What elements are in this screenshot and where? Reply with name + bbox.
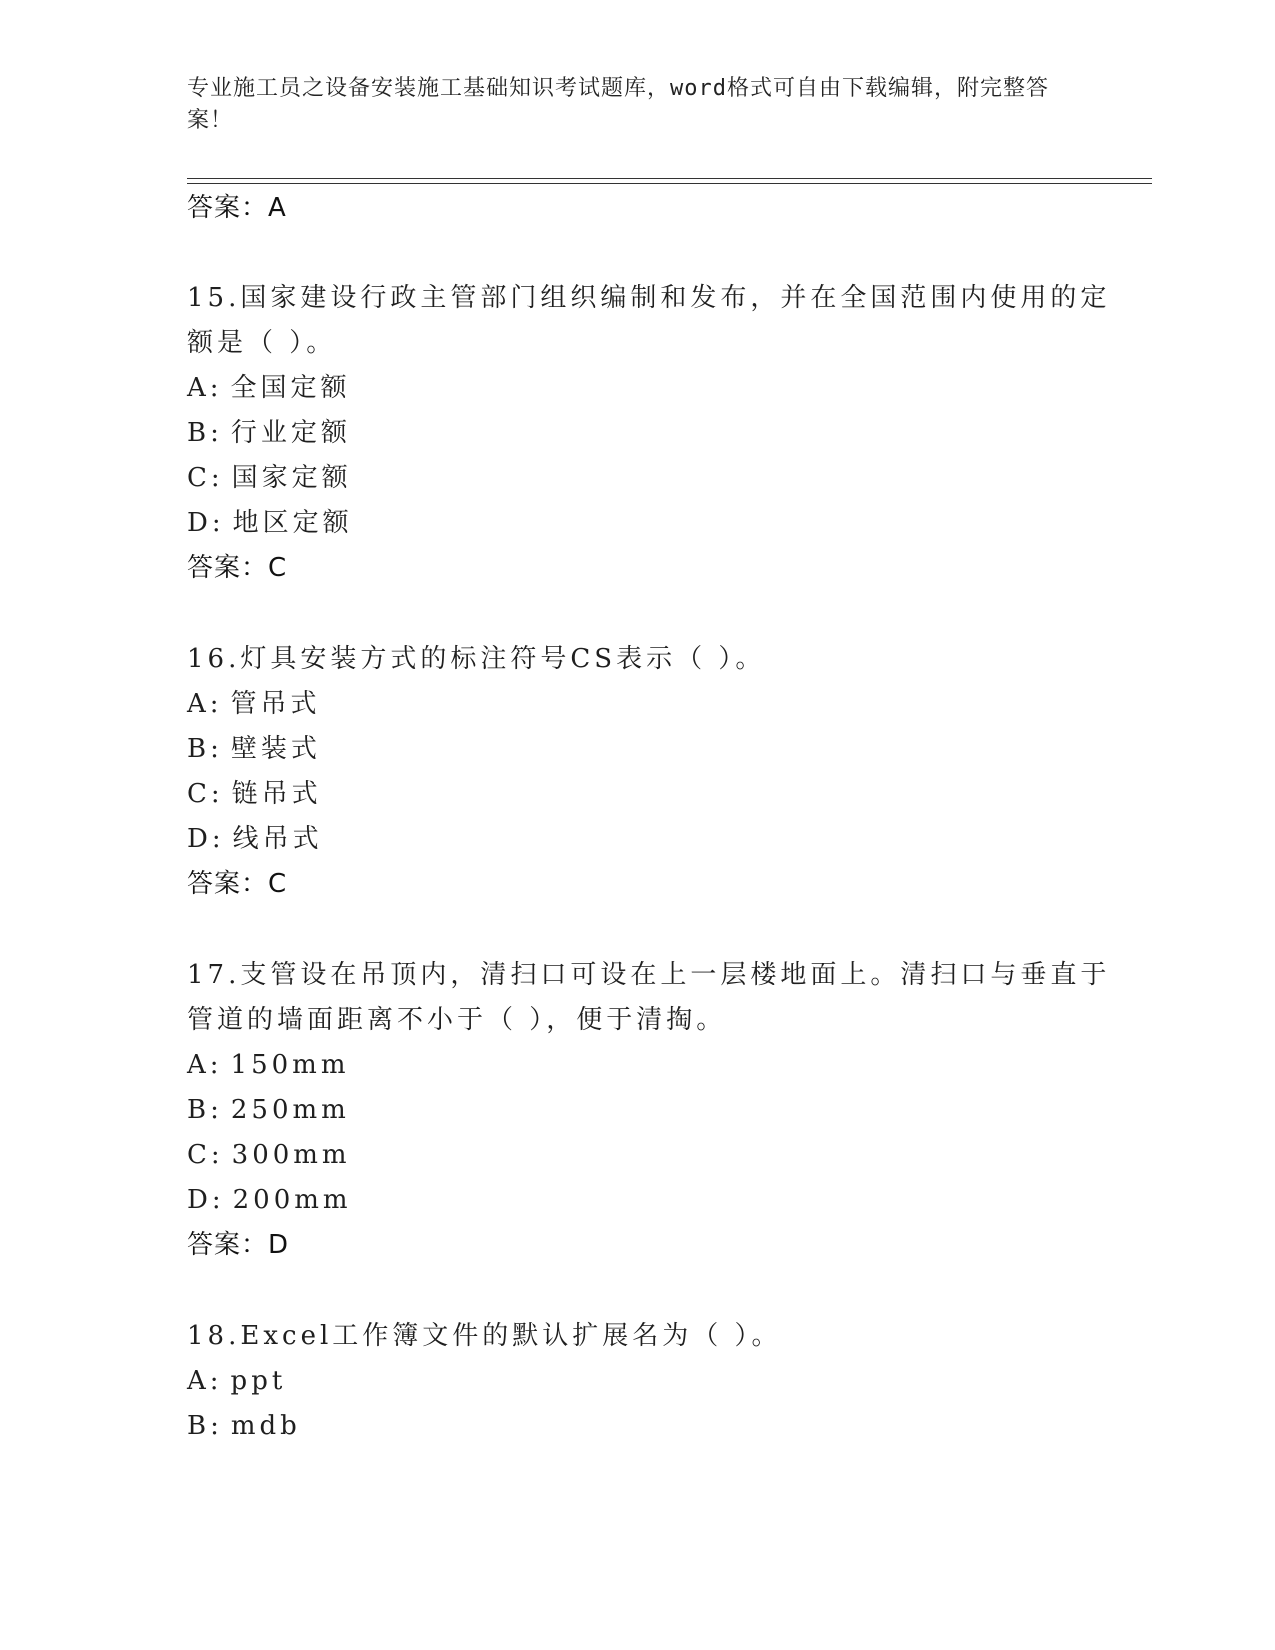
option-text: 200mm	[232, 1185, 352, 1215]
document-header: 专业施工员之设备安装施工基础知识考试题库，word格式可自由下载编辑，附完整答案！	[187, 76, 1049, 133]
option-letter: D:	[187, 508, 225, 538]
option-d	[187, 1184, 352, 1216]
option-letter: C:	[187, 779, 224, 809]
question-stem-continued: 管道的墙面距离不小于（ ），便于清掏。	[187, 1005, 727, 1035]
option-text: 管吊式	[230, 689, 321, 719]
option-letter: C:	[187, 463, 224, 493]
option-a	[187, 372, 351, 404]
option-b	[187, 417, 351, 449]
question-stem	[187, 1320, 782, 1352]
option-letter: A:	[187, 689, 223, 719]
option-letter: A:	[187, 1366, 223, 1396]
option-text: ppt	[230, 1366, 287, 1396]
question-number: 15.	[187, 283, 241, 313]
option-letter: B:	[187, 418, 223, 448]
question-number: 17.	[187, 960, 241, 990]
question-number: 16.	[187, 644, 241, 674]
option-letter: B:	[187, 734, 223, 764]
option-letter: D:	[187, 824, 225, 854]
option-a	[187, 688, 321, 720]
answer-label: 答案：C	[187, 553, 288, 583]
option-text: 国家定额	[231, 463, 352, 493]
option-c	[187, 462, 352, 494]
option-d	[187, 823, 323, 855]
question-number: 18.	[187, 1321, 241, 1351]
header-rule-bottom	[187, 183, 1152, 184]
question-stem	[187, 643, 765, 675]
question-stem	[187, 959, 1110, 991]
option-d	[187, 507, 353, 539]
option-text: mdb	[230, 1411, 301, 1441]
question-stem	[187, 282, 1110, 314]
option-a	[187, 1049, 349, 1081]
header-rule-top	[187, 178, 1152, 179]
question-text: 国家建设行政主管部门组织编制和发布，并在全国范围内使用的定	[240, 283, 1111, 313]
question-text: 支管设在吊顶内，清扫口可设在上一层楼地面上。清扫口与垂直于	[240, 960, 1111, 990]
option-letter: B:	[187, 1411, 223, 1441]
option-text: 全国定额	[230, 373, 351, 403]
option-b	[187, 1410, 301, 1442]
option-text: 壁装式	[230, 734, 321, 764]
option-a	[187, 1365, 286, 1397]
option-text: 250mm	[230, 1095, 350, 1125]
option-text: 链吊式	[231, 779, 322, 809]
option-letter: A:	[187, 1050, 223, 1080]
option-text: 行业定额	[230, 418, 351, 448]
option-b	[187, 1094, 350, 1126]
answer-label: 答案：C	[187, 869, 288, 899]
option-text: 地区定额	[232, 508, 353, 538]
option-letter: B:	[187, 1095, 223, 1125]
previous-answer: 答案：A	[187, 193, 287, 223]
option-letter: C:	[187, 1140, 224, 1170]
option-text: 150mm	[230, 1050, 350, 1080]
option-text: 线吊式	[232, 824, 323, 854]
option-b	[187, 733, 321, 765]
option-letter: D:	[187, 1185, 225, 1215]
option-letter: A:	[187, 373, 223, 403]
option-text: 300mm	[231, 1140, 351, 1170]
question-text: 灯具安装方式的标注符号CS表示（ ）。	[240, 644, 766, 674]
option-c	[187, 1139, 351, 1171]
option-c	[187, 778, 322, 810]
answer-label: 答案：D	[187, 1230, 290, 1260]
question-stem-continued: 额是（ ）。	[187, 328, 337, 358]
question-text: Excel工作簿文件的默认扩展名为（ ）。	[240, 1321, 782, 1351]
